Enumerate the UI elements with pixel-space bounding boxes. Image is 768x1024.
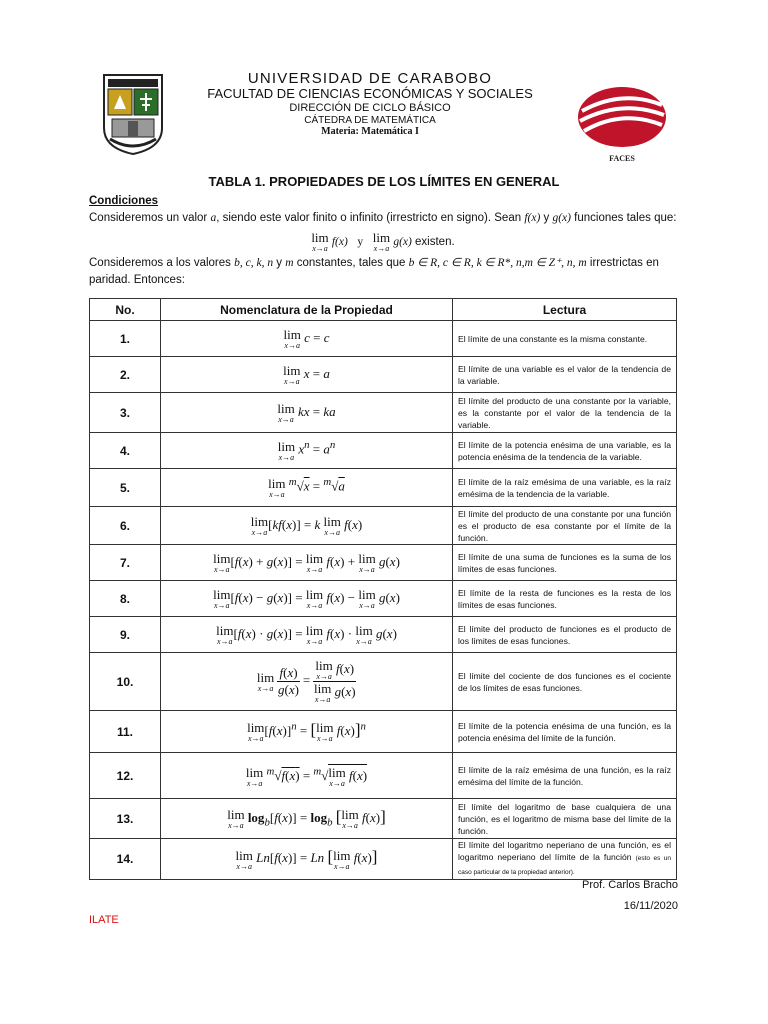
formula-13: lim x→a $\log_b[f(x)] = \log_b$ [ lim x→a f(x)] (161, 799, 453, 839)
university-crest-logo (102, 73, 164, 156)
existence-formula: lim x→a f(x) y lim x→a g(x) existen. (311, 230, 455, 253)
formula-11: lim x→a $[f(x)]^n$ = [ lim x→a f(x)]$^n$ (161, 711, 453, 753)
header-nomenclature: Nomenclatura de la Propiedad (161, 299, 453, 321)
table-row: 2. lim x→a x = a El límite de una variable es el valor de la tendencia de la variable. (90, 357, 677, 393)
svg-text:FACES: FACES (609, 154, 635, 163)
formula-4: lim x→a $x^n = a^n$ (161, 433, 453, 469)
conditions-heading: Condiciones (89, 195, 159, 207)
conditions-section (89, 193, 677, 289)
table-row: 6. lim x→a [kf(x)] = k lim x→a f(x) El límite del producto de una constante por una función es el producto de esa constante por el límite de la función. (90, 507, 677, 545)
formula-6: lim x→a [kf(x)] = k lim x→a f(x) (161, 507, 453, 545)
table-row: 12. lim x→a $^m$√f(x) = $^m$√ lim x→a f(x) El límite de la raíz emésima de una función, es la raíz emésima del límite de la función. (90, 753, 677, 799)
formula-8: lim x→a [f(x) − g(x)] = lim x→a f(x) − lim x→a g(x) (161, 581, 453, 617)
table-row: 11. lim x→a $[f(x)]^n$ = [ lim x→a f(x)]$^n$ El límite de la potencia enésima de una función, es la potencia enésima del límite de la función. (90, 711, 677, 753)
formula-3: lim x→a kx = ka (161, 393, 453, 433)
table-row: 5. lim x→a $^m$√x = $^m$√a El límite de la raíz emésima de una variable, es la raíz emésima de la tendencia de la variable. (90, 469, 677, 507)
formula-12: lim x→a $^m$√f(x) = $^m$√ lim x→a f(x) (161, 753, 453, 799)
direction-name: DIRECCIÓN DE CICLO BÁSICO (289, 102, 451, 115)
table-row: 10. lim x→a $\frac{f(x)}{g(x)}$ = lim x→a f(x) lim x→a g(x) El límite del cociente de dos funciones es el cociente de los límites de esas funciones. (90, 653, 677, 711)
document-header (0, 70, 768, 163)
formula-9: lim x→a [f(x) · g(x)] = lim x→a f(x) · lim x→a g(x) (161, 617, 453, 653)
formula-1: lim x→a c = c (161, 321, 453, 357)
table-row: 9. lim x→a [f(x) · g(x)] = lim x→a f(x) · lim x→a g(x) El límite del producto de funciones es el producto de los límites de esas funciones. (90, 617, 677, 653)
faculty-name: FACULTAD DE CIENCIAS ECONÓMICAS Y SOCIALES (207, 86, 533, 102)
chair-name: CÁTEDRA DE MATEMÁTICA (304, 114, 436, 126)
table-title: TABLA 1. PROPIEDADES DE LOS LÍMITES EN GENERAL (208, 174, 560, 189)
footer-signature (582, 875, 678, 917)
table-row: 14. lim x→a Ln[f(x)] = Ln [ lim x→a f(x)] El límite del logaritmo neperiano de una función, es el logaritmo neperiano del límite de la función (esto es un caso particular de la propiedad anterior). (90, 839, 677, 880)
formula-10: lim x→a $\frac{f(x)}{g(x)}$ = lim x→a f(x) lim x→a g(x) (161, 653, 453, 711)
subject-name: Materia: Matemática I (321, 126, 419, 138)
formula-7: lim x→a [f(x) + g(x)] = lim x→a f(x) + lim x→a g(x) (161, 545, 453, 581)
ilate-tag: ILATE (89, 914, 119, 926)
table-row: 8. lim x→a [f(x) − g(x)] = lim x→a f(x) − lim x→a g(x) El límite de la resta de funciones es la resta de los límites de esas funciones. (90, 581, 677, 617)
university-name: UNIVERSIDAD DE CARABOBO (247, 70, 493, 87)
properties-table (89, 298, 677, 880)
formula-14: lim x→a Ln[f(x)] = Ln [ lim x→a f(x)] (161, 839, 453, 880)
header-text-block (170, 70, 570, 138)
formula-2: lim x→a x = a (161, 357, 453, 393)
conditions-paragraph-2: Consideremos a los valores b, c, k, n y m constantes, tales que b ∈ R, c ∈ R, k ∈ R*, n,m ∈ Z⁺, n, m irrestrictas en paridad. Entonces: (89, 257, 659, 286)
header-lectura: Lectura (453, 299, 677, 321)
document-date: 16/11/2020 (623, 900, 678, 912)
formula-5: lim x→a $^m$√x = $^m$√a (161, 469, 453, 507)
professor-name: Prof. Carlos Bracho (582, 879, 678, 891)
table-row: 7. lim x→a [f(x) + g(x)] = lim x→a f(x) + lim x→a g(x) El límite de una suma de funciones es la suma de los límites de esas funciones. (90, 545, 677, 581)
table-row: 13. lim x→a $\log_b[f(x)] = \log_b$ [ lim x→a f(x)] El límite del logaritmo de base cualquiera de una función, es el logaritmo de misma base del límite de la función. (90, 799, 677, 839)
table-row: 3. lim x→a kx = ka El límite del producto de una constante por la variable, es la constante por el valor de la tendencia de la variable. (90, 393, 677, 433)
table-row: 4. lim x→a $x^n = a^n$ El límite de la potencia enésima de una variable, es la potencia enésima de la tendencia de la variable. (90, 433, 677, 469)
conditions-paragraph-1: Consideremos un valor a, siendo este valor finito o infinito (irrestricto en signo). Sean f(x) y g(x) funciones tales que: (89, 212, 677, 224)
faces-logo (576, 83, 668, 165)
header-no: No. (90, 299, 161, 321)
table-header-row (90, 299, 677, 321)
table-row: 1. lim x→a c = c El límite de una constante es la misma constante. (90, 321, 677, 357)
